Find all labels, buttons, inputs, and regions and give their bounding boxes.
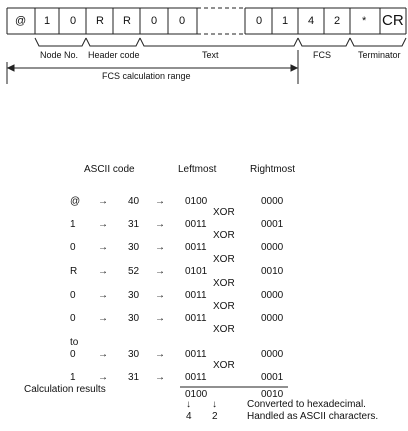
row-arrow-1: → [98, 372, 108, 383]
to-label: to [70, 337, 79, 348]
label-terminator: Terminator [358, 50, 401, 60]
bracket-fcs [298, 38, 350, 46]
row-left-bits: 0101 [185, 266, 208, 277]
row-hex: 40 [128, 196, 140, 207]
row-arrow-2: → [155, 242, 165, 253]
row-arrow-2: → [155, 349, 165, 360]
row-left-bits: 0100 [185, 196, 208, 207]
row-left-bits: 0011 [185, 372, 207, 383]
row-hex: 30 [128, 349, 140, 360]
note-hexadecimal: Converted to hexadecimal. [247, 399, 366, 410]
fcs-range-arrowhead-left [8, 65, 14, 71]
row-arrow-1: → [98, 266, 108, 277]
frame-cell-header-r1: R [96, 15, 104, 27]
frame-cell-text-1: 1 [282, 15, 289, 27]
frame-cell-terminator-star: * [362, 15, 367, 27]
label-node-no: Node No. [40, 50, 79, 60]
frame-cell-text-0a: 0 [151, 15, 158, 27]
row-arrow-2: → [155, 313, 165, 324]
xor-label: XOR [213, 278, 235, 289]
row-hex: 30 [128, 242, 140, 253]
row-left-bits: 0011 [185, 349, 207, 360]
down-arrow-icon: ↓ [212, 399, 217, 410]
row-arrow-1: → [98, 219, 108, 230]
row-char: @ [70, 196, 81, 207]
label-header-code: Header code [88, 50, 140, 60]
row-arrow-2: → [155, 372, 165, 383]
result-left-bits: 0100 [185, 389, 208, 400]
row-right-bits: 0001 [261, 219, 284, 230]
frame-cell-node-1: 1 [44, 15, 51, 27]
row-char: 1 [70, 372, 76, 383]
row-hex: 30 [128, 290, 140, 301]
frame-cell-header-r2: R [123, 15, 131, 27]
frame-cell-text-0b: 0 [179, 15, 186, 27]
bracket-node-no [35, 38, 86, 46]
calculation-results-label: Calculation results [24, 384, 106, 395]
frame-cell-at: @ [15, 15, 27, 27]
row-arrow-2: → [155, 219, 165, 230]
row-char: 0 [70, 290, 76, 301]
frame-cell-cr: CR [382, 12, 404, 29]
label-fcs: FCS [313, 50, 331, 60]
row-arrow-1: → [98, 242, 108, 253]
row-right-bits: 0000 [261, 196, 284, 207]
row-right-bits: 0000 [261, 349, 284, 360]
row-char: 0 [70, 242, 76, 253]
row-arrow-2: → [155, 196, 165, 207]
bracket-terminator [350, 38, 406, 46]
xor-label: XOR [213, 324, 235, 335]
label-fcs-range: FCS calculation range [102, 71, 191, 81]
row-right-bits: 0001 [261, 372, 284, 383]
fcs-range-arrowhead-right [291, 65, 297, 71]
down-arrow-icon: ↓ [186, 399, 191, 410]
row-left-bits: 0011 [185, 219, 207, 230]
row-arrow-1: → [98, 196, 108, 207]
row-right-bits: 0010 [261, 266, 284, 277]
xor-label: XOR [213, 230, 235, 241]
row-char: 0 [70, 313, 76, 324]
row-arrow-2: → [155, 266, 165, 277]
row-char: R [70, 266, 78, 277]
frame-cell-node-0: 0 [70, 15, 77, 27]
row-left-bits: 0011 [185, 313, 207, 324]
xor-label: XOR [213, 254, 235, 265]
note-ascii: Handled as ASCII characters. [247, 411, 379, 422]
frame-cell-text-0c: 0 [256, 15, 263, 27]
header-rightmost: Rightmost [250, 164, 296, 175]
row-hex: 30 [128, 313, 140, 324]
bracket-header-code [86, 38, 140, 46]
row-hex: 31 [128, 372, 140, 383]
row-left-bits: 0011 [185, 290, 207, 301]
row-char: 1 [70, 219, 76, 230]
row-left-bits: 0011 [185, 242, 207, 253]
row-right-bits: 0000 [261, 242, 284, 253]
result-right-bits: 0010 [261, 389, 284, 400]
header-leftmost: Leftmost [178, 164, 217, 175]
frame-cell-fcs-2: 2 [334, 15, 341, 27]
hex-digit-right: 2 [212, 411, 218, 422]
header-ascii-code: ASCII code [84, 164, 135, 175]
xor-label: XOR [213, 207, 235, 218]
hex-digit-left: 4 [186, 411, 192, 422]
row-arrow-1: → [98, 313, 108, 324]
row-right-bits: 0000 [261, 290, 284, 301]
frame-cell-fcs-4: 4 [308, 15, 315, 27]
bracket-text [140, 38, 298, 46]
row-arrow-1: → [98, 349, 108, 360]
row-arrow-2: → [155, 290, 165, 301]
row-arrow-1: → [98, 290, 108, 301]
xor-label: XOR [213, 301, 235, 312]
row-char: 0 [70, 349, 76, 360]
label-text: Text [202, 50, 219, 60]
xor-label: XOR [213, 360, 235, 371]
row-hex: 31 [128, 219, 140, 230]
row-hex: 52 [128, 266, 140, 277]
row-right-bits: 0000 [261, 313, 284, 324]
